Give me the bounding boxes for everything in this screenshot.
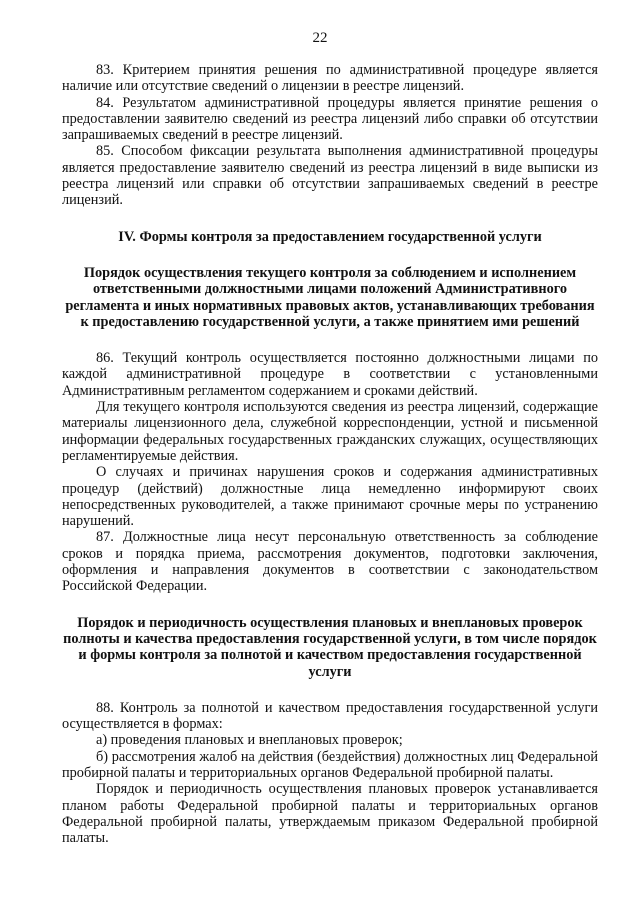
- paragraph-88-schedule: Порядок и периодичность осуществления плановых проверок устанавливается планом работы Федеральной пробирной палаты и территориальных органов Федеральной пробирной палаты, утверждаемым приказом Федеральной пробирной палаты.: [62, 781, 598, 847]
- paragraph-85: 85. Способом фиксации результата выполнения административной процедуры является предоставление заявителю сведений из реестра лицензий в виде выписки из реестра лицензий или справки об отсутствии запрашиваемых сведений в реестре лицензий.: [62, 143, 598, 209]
- section-title: IV. Формы контроля за предоставлением государственной услуги: [118, 228, 542, 245]
- paragraph-86-sources: Для текущего контроля используются сведения из реестра лицензий, содержащие материалы лицензионного дела, служебной корреспонденции, устной и письменной информации федеральных государственных гражданских служащих, осуществляющих регламентируемые действия.: [62, 399, 598, 464]
- page-content: [62, 62, 598, 846]
- paragraph-88-item-a: а) проведения плановых и внеплановых проверок;: [96, 732, 403, 749]
- subsection-title-inspections: Порядок и периодичность осуществления плановых и внеплановых проверок полноты и качества предоставления государственной услуги, в том числе порядок и формы контроля за полнотой и качеством предоставления государственной услуги: [63, 614, 597, 680]
- paragraph-83: 83. Критерием принятия решения по административной процедуре является наличие или отсутствие сведений о лицензии в реестре лицензий.: [62, 62, 598, 95]
- page-number: 22: [312, 30, 328, 46]
- paragraph-87: 87. Должностные лица несут персональную ответственность за соблюдение сроков и порядка приема, рассмотрения документов, подготовки заключения, оформления и направления документов в соответствии с законодательством Российской Федерации.: [62, 529, 598, 595]
- paragraph-88-item-b: б) рассмотрения жалоб на действия (бездействия) должностных лиц Федеральной пробирной палаты и территориальных органов Федеральной пробирной палаты.: [62, 748, 598, 781]
- paragraph-86: 86. Текущий контроль осуществляется постоянно должностными лицами по каждой административной процедуре в соответствии с установленными Административным регламентом содержанием и сроками действий.: [62, 350, 598, 399]
- paragraph-84: 84. Результатом административной процедуры является принятие решения о предоставлении заявителю сведений из реестра лицензий либо справки об отсутствии запрашиваемых сведений в реестре лицензий.: [62, 94, 598, 144]
- paragraph-86-violations: О случаях и причинах нарушения сроков и содержания административных процедур (действий) должностные лица немедленно информируют своих непосредственных руководителей, а также принимают срочные меры по устранению нарушений.: [62, 464, 598, 530]
- paragraph-88: 88. Контроль за полнотой и качеством предоставления государственной услуги осуществляется в формах:: [62, 699, 598, 733]
- subsection-title-current-control: Порядок осуществления текущего контроля за соблюдением и исполнением ответственными должностными лицами положений Административного регламента и иных нормативных правовых актов, устанавливающих требования к предоставлению государственной услуги, а также принятием ими решений: [65, 264, 595, 330]
